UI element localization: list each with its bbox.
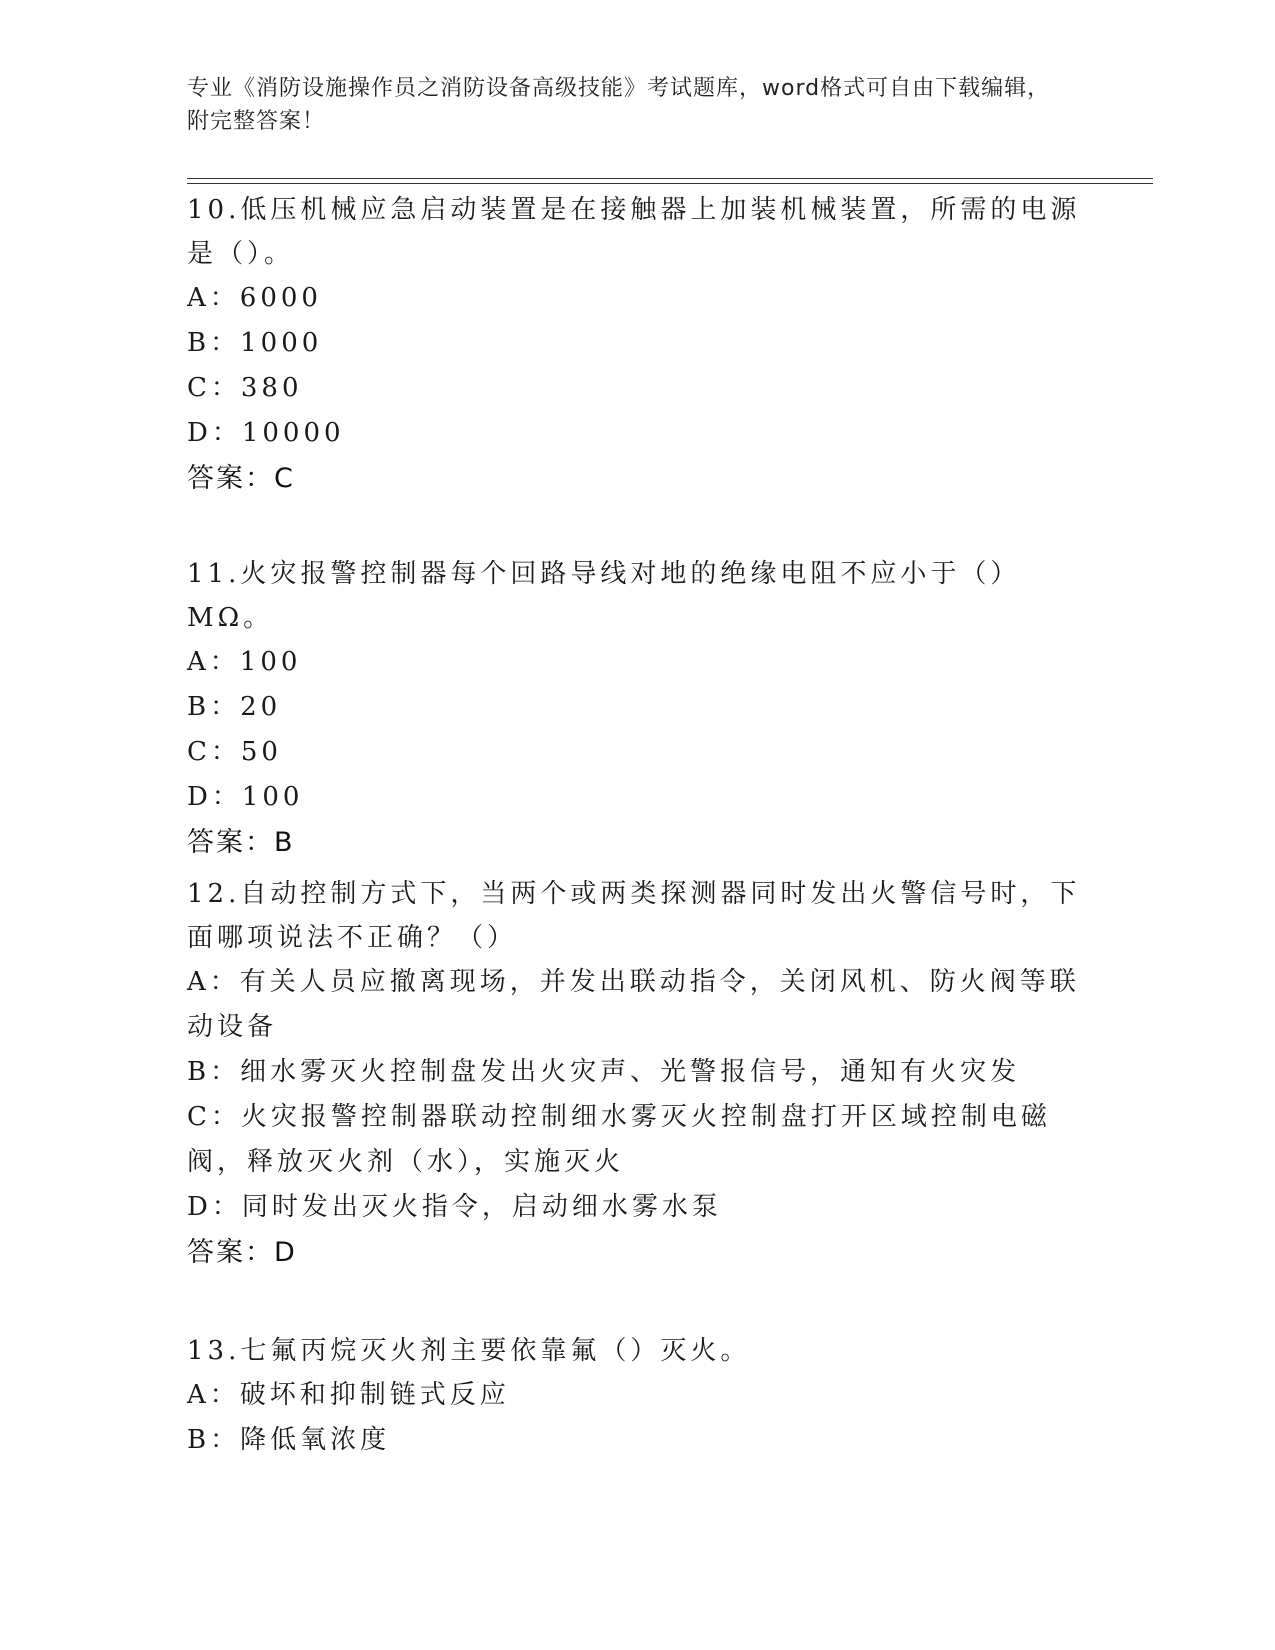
- question-10: [187, 188, 1087, 501]
- header-divider-top: [187, 178, 1153, 179]
- question-11: [187, 552, 1087, 865]
- question-stem: 11.火灾报警控制器每个回路导线对地的绝缘电阻不应小于（）MΩ。: [187, 559, 1021, 633]
- option-b: B：1000: [187, 328, 323, 358]
- header-text: 专业《消防设施操作员之消防设备高级技能》考试题库，word格式可自由下载编辑，附完整答案！: [187, 76, 1051, 134]
- option-b: B：20: [187, 692, 282, 722]
- option-a: A：6000: [187, 283, 322, 313]
- option-d: D：10000: [187, 418, 345, 448]
- question-stem: 13.七氟丙烷灭火剂主要依靠氟（）灭火。: [187, 1336, 751, 1366]
- option-a: A：100: [187, 647, 302, 677]
- option-b: B：降低氧浓度: [187, 1425, 391, 1455]
- option-c: C：380: [187, 373, 303, 403]
- question-13: [187, 1329, 1087, 1463]
- question-stem: 10.低压机械应急启动装置是在接触器上加装机械装置，所需的电源是（）。: [187, 195, 1081, 269]
- answer: 答案：D: [187, 1237, 297, 1268]
- option-c: C：火灾报警控制器联动控制细水雾灭火控制盘打开区域控制电磁阀，释放灭火剂（水），实施灭火: [187, 1102, 1051, 1177]
- option-b: B：细水雾灭火控制盘发出火灾声、光警报信号，通知有火灾发: [187, 1057, 1021, 1087]
- answer: 答案：B: [187, 827, 295, 858]
- question-12: [187, 872, 1087, 1275]
- header-divider-bottom: [187, 183, 1153, 184]
- document-header: [187, 72, 1067, 138]
- option-c: C：50: [187, 737, 282, 767]
- answer: 答案：C: [187, 463, 295, 494]
- option-d: D：100: [187, 782, 304, 812]
- option-a: A：有关人员应撤离现场，并发出联动指令，关闭风机、防火阀等联动设备: [187, 967, 1080, 1042]
- option-a: A：破坏和抑制链式反应: [187, 1380, 510, 1410]
- option-d: D：同时发出灭火指令，启动细水雾水泵: [187, 1192, 722, 1222]
- question-stem: 12.自动控制方式下，当两个或两类探测器同时发出火警信号时，下面哪项说法不正确？（）: [187, 879, 1081, 953]
